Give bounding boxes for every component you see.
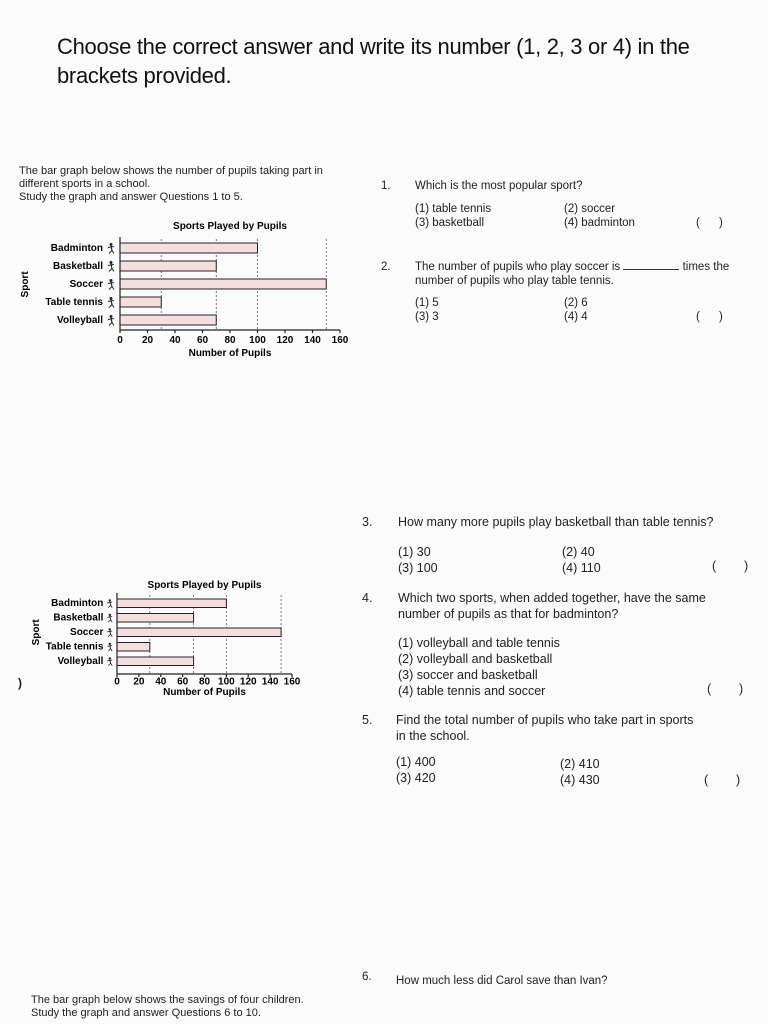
x-tick-label: 60 xyxy=(196,335,209,346)
pictogram-head xyxy=(109,614,111,616)
x-tick-label: 100 xyxy=(249,335,266,346)
pictogram-leg xyxy=(109,287,112,290)
pictogram-leg xyxy=(108,634,110,636)
intro-paragraph-2 xyxy=(31,994,361,1020)
bar-chart-sports-2 xyxy=(25,578,325,703)
option-4: (4) table tennis and soccer xyxy=(398,684,546,698)
pictogram-leg xyxy=(108,649,110,651)
category-label: Volleyball xyxy=(57,655,104,667)
question-text: How many more pupils play basketball than table tennis? xyxy=(398,515,714,529)
option-2: (2) 6 xyxy=(564,297,588,309)
question-text-line-1 xyxy=(415,260,729,274)
option-2: (2) 40 xyxy=(562,545,595,559)
intro-line: Study the graph and answer Questions 6 to 10. xyxy=(31,1007,261,1019)
intro-line: The bar graph below shows the savings of four children. xyxy=(31,994,304,1006)
sport-pictogram-icon xyxy=(108,243,114,254)
pictogram-head xyxy=(110,261,113,264)
pictogram-head xyxy=(109,643,111,645)
pictogram-arms xyxy=(107,660,112,661)
pictogram-arms xyxy=(108,283,114,284)
pictogram-head xyxy=(110,297,113,300)
pictogram-leg xyxy=(112,323,114,326)
question-1 xyxy=(381,179,761,239)
pictogram-leg xyxy=(112,251,114,254)
intro-line: Study the graph and answer Questions 1 to 5. xyxy=(19,191,243,203)
x-tick-label: 100 xyxy=(218,676,235,688)
pictogram-head xyxy=(109,657,111,659)
bar-soccer xyxy=(120,279,326,289)
chart-title: Sports Played by Pupils xyxy=(173,221,287,232)
sport-pictogram-icon xyxy=(108,279,114,290)
x-tick-label: 120 xyxy=(276,335,294,346)
bar-basketball xyxy=(120,261,216,271)
question-text-part: The number of pupils who play soccer is xyxy=(415,261,621,273)
pictogram-arms xyxy=(108,247,114,248)
instruction-text: Choose the correct answer and write its number (1, 2, 3 or 4) in the brackets provided. xyxy=(57,34,690,88)
pictogram-leg xyxy=(111,620,113,622)
intro-paragraph-1 xyxy=(19,165,369,204)
x-axis-label: Number of Pupils xyxy=(163,686,246,698)
pictogram-head xyxy=(110,243,113,246)
category-label: Badminton xyxy=(50,243,103,254)
option-4: (4) 430 xyxy=(560,773,600,787)
pictogram-head xyxy=(109,599,111,601)
pictogram-arms xyxy=(107,631,112,632)
pictogram-head xyxy=(109,628,111,630)
question-text: Which is the most popular sport? xyxy=(415,180,583,192)
option-1: (1) 30 xyxy=(398,545,431,559)
question-3 xyxy=(362,514,762,584)
category-label: Basketball xyxy=(52,261,103,272)
pictogram-head xyxy=(110,279,113,282)
pictogram-leg xyxy=(109,323,112,326)
bar-volleyball xyxy=(117,657,194,666)
pictogram-leg xyxy=(111,663,113,665)
question-text-line-2: number of pupils as that for badminton? xyxy=(398,607,619,621)
cropped-heading-fragment xyxy=(260,14,460,22)
pictogram-leg xyxy=(111,634,113,636)
pictogram-leg xyxy=(112,269,114,272)
answer-bracket[interactable]: ( ) xyxy=(707,682,744,696)
option-4: (4) 110 xyxy=(562,561,601,575)
answer-bracket[interactable]: ( ) xyxy=(696,217,723,229)
question-6 xyxy=(362,970,762,990)
option-2: (2) soccer xyxy=(564,203,616,215)
category-label: Soccer xyxy=(69,279,103,290)
option-2: (2) 410 xyxy=(560,757,600,771)
category-label: Badminton xyxy=(51,597,104,609)
pictogram-leg xyxy=(109,251,112,254)
question-text-line-2: in the school. xyxy=(396,729,470,743)
option-4: (4) 4 xyxy=(564,311,588,323)
pictogram-leg xyxy=(111,649,113,651)
y-axis-label: Sport xyxy=(20,271,31,298)
bar-basketball xyxy=(117,614,194,623)
intro-line: The bar graph below shows the number of pupils taking part in xyxy=(19,165,323,177)
pictogram-leg xyxy=(109,269,112,272)
pictogram-arms xyxy=(107,602,112,603)
category-label: Volleyball xyxy=(57,315,103,326)
question-5 xyxy=(362,712,762,792)
option-1: (1) 400 xyxy=(396,755,436,769)
question-text-line-1: Find the total number of pupils who take part in sports xyxy=(396,713,694,727)
intro-line: different sports in a school. xyxy=(19,178,151,190)
pictogram-leg xyxy=(108,605,110,607)
question-number: 1. xyxy=(381,180,391,192)
pictogram-leg xyxy=(109,305,112,308)
x-tick-label: 20 xyxy=(133,676,145,688)
option-3: (3) 100 xyxy=(398,561,438,575)
x-tick-label: 120 xyxy=(239,676,257,688)
bar-volleyball xyxy=(120,315,216,325)
pictogram-leg xyxy=(112,287,114,290)
x-tick-label: 140 xyxy=(261,676,279,688)
stray-mark: ) xyxy=(18,676,22,690)
pictogram-leg xyxy=(108,620,110,622)
pictogram-arms xyxy=(108,301,114,302)
option-2: (2) volleyball and basketball xyxy=(398,652,553,666)
pictogram-leg xyxy=(108,663,110,665)
bar-soccer xyxy=(117,628,281,637)
question-text-part: times the xyxy=(682,261,730,273)
bar-table-tennis xyxy=(120,297,161,307)
option-4: (4) badminton xyxy=(564,217,635,229)
sport-pictogram-icon xyxy=(107,657,112,665)
question-2 xyxy=(381,260,761,330)
sport-pictogram-icon xyxy=(107,643,112,651)
pictogram-arms xyxy=(107,617,112,618)
category-label: Table tennis xyxy=(45,641,104,653)
option-3: (3) 3 xyxy=(415,311,439,323)
question-text-line-1: Which two sports, when added together, have the same xyxy=(398,591,706,605)
x-tick-label: 20 xyxy=(141,335,154,346)
option-3: (3) basketball xyxy=(415,217,485,229)
pictogram-arms xyxy=(107,646,112,647)
x-tick-label: 160 xyxy=(331,335,349,346)
question-number: 5. xyxy=(362,713,373,727)
answer-bracket[interactable]: ( ) xyxy=(704,773,741,787)
sport-pictogram-icon xyxy=(108,261,114,272)
bar-table-tennis xyxy=(117,643,150,652)
sport-pictogram-icon xyxy=(107,614,112,622)
x-tick-label: 60 xyxy=(177,676,189,688)
pictogram-head xyxy=(110,315,113,318)
fill-in-blank[interactable] xyxy=(623,269,679,270)
answer-bracket[interactable]: ( ) xyxy=(696,311,723,323)
question-text: How much less did Carol save than Ivan? xyxy=(396,975,608,987)
sport-pictogram-icon xyxy=(107,628,112,636)
option-1: (1) 5 xyxy=(415,297,439,309)
pictogram-leg xyxy=(112,305,114,308)
question-number: 6. xyxy=(362,971,372,983)
x-tick-label: 80 xyxy=(198,676,211,688)
bar-badminton xyxy=(120,243,258,253)
category-label: Basketball xyxy=(53,612,104,624)
pictogram-arms xyxy=(108,265,114,266)
option-1: (1) volleyball and table tennis xyxy=(398,636,560,650)
sport-pictogram-icon xyxy=(107,599,112,607)
category-label: Soccer xyxy=(70,626,104,638)
x-axis-label: Number of Pupils xyxy=(188,348,272,359)
question-text-line-2: number of pupils who play table tennis. xyxy=(415,275,614,287)
pictogram-arms xyxy=(108,319,114,320)
bar-badminton xyxy=(117,599,226,608)
question-number: 4. xyxy=(362,591,373,605)
option-1: (1) table tennis xyxy=(415,203,492,215)
option-3: (3) 420 xyxy=(396,771,436,785)
category-label: Table tennis xyxy=(45,297,103,308)
question-number: 2. xyxy=(381,261,391,273)
sport-pictogram-icon xyxy=(108,297,114,308)
question-number: 3. xyxy=(362,515,373,529)
x-tick-label: 80 xyxy=(224,335,236,346)
y-axis-label: Sport xyxy=(31,619,42,646)
option-3: (3) soccer and basketball xyxy=(398,668,538,682)
question-4 xyxy=(362,590,762,700)
bar-chart-sports-1 xyxy=(10,210,360,370)
sport-pictogram-icon xyxy=(108,315,114,326)
x-tick-label: 0 xyxy=(114,676,120,688)
answer-bracket[interactable]: ( ) xyxy=(712,559,749,573)
x-tick-label: 140 xyxy=(304,335,321,346)
chart-title: Sports Played by Pupils xyxy=(147,580,262,591)
x-tick-label: 40 xyxy=(169,335,181,346)
pictogram-leg xyxy=(111,605,113,607)
x-tick-label: 40 xyxy=(155,676,167,688)
x-tick-label: 160 xyxy=(283,676,301,688)
x-tick-label: 0 xyxy=(117,335,123,346)
